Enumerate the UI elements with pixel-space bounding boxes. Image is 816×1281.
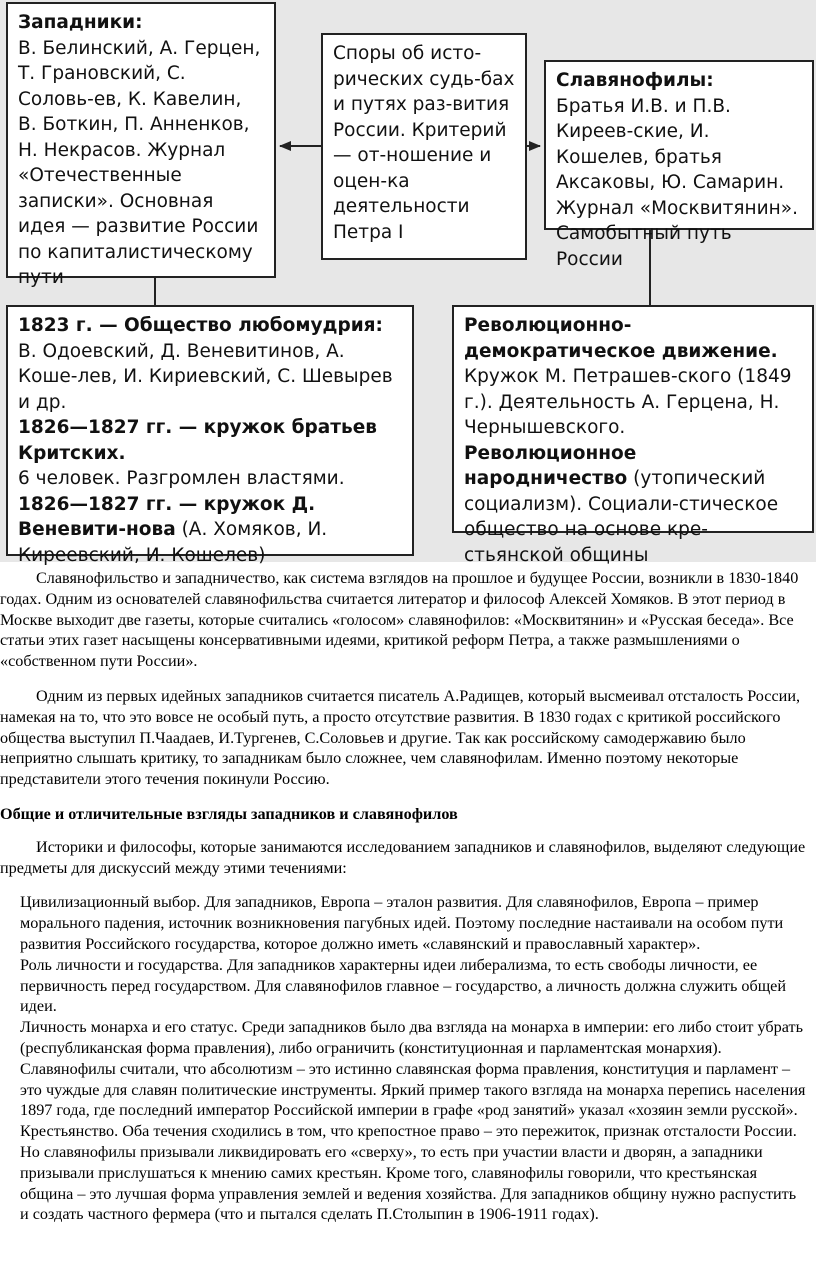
scheme-diagram bbox=[0, 0, 816, 566]
slavophiles-text: Братья И.В. и П.В. Киреев-ские, И. Кошелев, братья Аксаковы, Ю. Самарин. Журнал «Москвитянин». Самобытный путь России bbox=[556, 95, 798, 270]
revolution-text-1: Кружок М. Петрашев-ского (1849 г.). Деятельность А. Герцена, Н. Чернышевского. bbox=[464, 366, 792, 438]
westerners-title: Западники: bbox=[18, 12, 143, 33]
revolution-heading-1: Революционно-демократическое движение. bbox=[464, 315, 778, 362]
list-item: Личность монарха и его статус. Среди западников было два взгляда на монарха в империи: его либо стоит убрать (республиканская форма правления), либо ограничить (конституционная и парламентская монархия). Славянофилы считали, что абсолютизм – это истинно славянская форма правления, конституция и парламент – это чуждые для славян политические инструменты. Яркий пример такого взгляда на монарха перепись населения 1897 года, где последний император Российской империи в графе «род занятий» указал «хозяин земли русской». bbox=[20, 1018, 806, 1120]
list-item: Крестьянство. Оба течения сходились в том, что крепостное право – это пережиток, признак отсталости России. Но славянофилы призывали ликвидировать его «сверху», то есть при участии власти и дворян, а западники призывали прислушаться к мнению самих крестьян. Кроме того, славянофилы говорили, что крестьянская община – это лучшая форма управления землей и ведения хозяйства. Для западников общину нужно распустить и создать частного фермера (что и пытался сделать П.Столыпин в 1906-1911 годах). bbox=[20, 1122, 797, 1224]
revolution-text-2: (утопический социализм). Социали-стическое общество на основе кре-стьянской общины bbox=[464, 468, 779, 566]
list-item: Цивилизационный выбор. Для западников, Европа – эталон развития. Для славянофилов, Европа – пример морального падения, источник возникновения пагубных идей. Поэтому последние настаивали на особом пути развития Российского государства, которое должно иметь «славянский и православный характер». bbox=[20, 893, 784, 953]
circle-2-text: 6 человек. Разгромлен властями. bbox=[18, 468, 345, 489]
discussion-list bbox=[0, 892, 816, 1225]
central-dispute-text: Споры об исто-рических судь-бах и путях раз-вития России. Критерий — от-ношение и оцен-ка деятельности Петра I bbox=[333, 43, 515, 243]
article-text bbox=[0, 568, 816, 1225]
slavophiles-box bbox=[544, 60, 814, 270]
circle-2-heading: 1826—1827 гг. — кружок братьев Критских. bbox=[18, 417, 377, 464]
westerners-box bbox=[6, 2, 276, 288]
circle-1-heading: 1823 г. — Общество любомудрия: bbox=[18, 315, 383, 336]
paragraph-1: Славянофильство и западничество, как система взглядов на прошлое и будущее России, возникли в 1830-1840 годах. Одним из основателей славянофильства считается литератор и философ Алексей Хомяков. В этот период в Москве выходит две газеты, которые считались «голосом» славянофилов: «Москвитянин» и «Русская беседа». Все статьи этих газет насыщены консервативными идеями, критикой реформ Петра, а также размышлениями о «собственном пути России». bbox=[0, 569, 799, 671]
central-dispute-box bbox=[321, 33, 527, 260]
section-heading: Общие и отличительные взгляды западников и славянофилов bbox=[0, 804, 458, 823]
circle-1-text: В. Одоевский, Д. Веневитинов, А. Коше-лев, И. Кириевский, С. Шевырев и др. bbox=[18, 340, 393, 413]
slavophiles-title: Славянофилы: bbox=[556, 70, 714, 91]
revolution-heading-2: Революционное народничество bbox=[464, 442, 637, 489]
paragraph-2: Одним из первых идейных западников считается писатель А.Радищев, который высмеивал отсталость России, намекая на то, что это вовсе не особый путь, а просто отсутствие развития. В 1830 годах с критикой российского общества выступил П.Чаадаев, И.Тургенев, С.Соловьев и другие. Так как российскому самодержавию было неприятно слышать критику, то западникам было сложнее, чем славянофилам. Именно поэтому некоторые представители этого течения покинули Россию. bbox=[0, 686, 801, 789]
circle-3-text: (А. Хомяков, И. Киреевский, И. Кошелев) bbox=[18, 519, 328, 566]
circles-box bbox=[6, 305, 414, 566]
list-item: Роль личности и государства. Для западников характерны идеи либерализма, то есть свободы личности, ее первичность перед государством. Для славянофилов главное – государство, а личность должна служить общей идеи. bbox=[20, 955, 787, 1016]
revolution-box bbox=[452, 305, 814, 566]
circle-3-heading: 1826—1827 гг. — кружок Д. Веневити-нова bbox=[18, 493, 316, 540]
paragraph-3: Историки и философы, которые занимаются исследованием западников и славянофилов, выделяют следующие предметы для дискуссий между этими течениями: bbox=[0, 837, 806, 877]
westerners-text: В. Белинский, А. Герцен, Т. Грановский, С. Соловь-ев, К. Кавелин, В. Боткин, П. Анненков, Н. Некрасов. Журнал «Отечественные записки». Основная идея — развитие России по капиталистическому пути bbox=[18, 37, 261, 288]
